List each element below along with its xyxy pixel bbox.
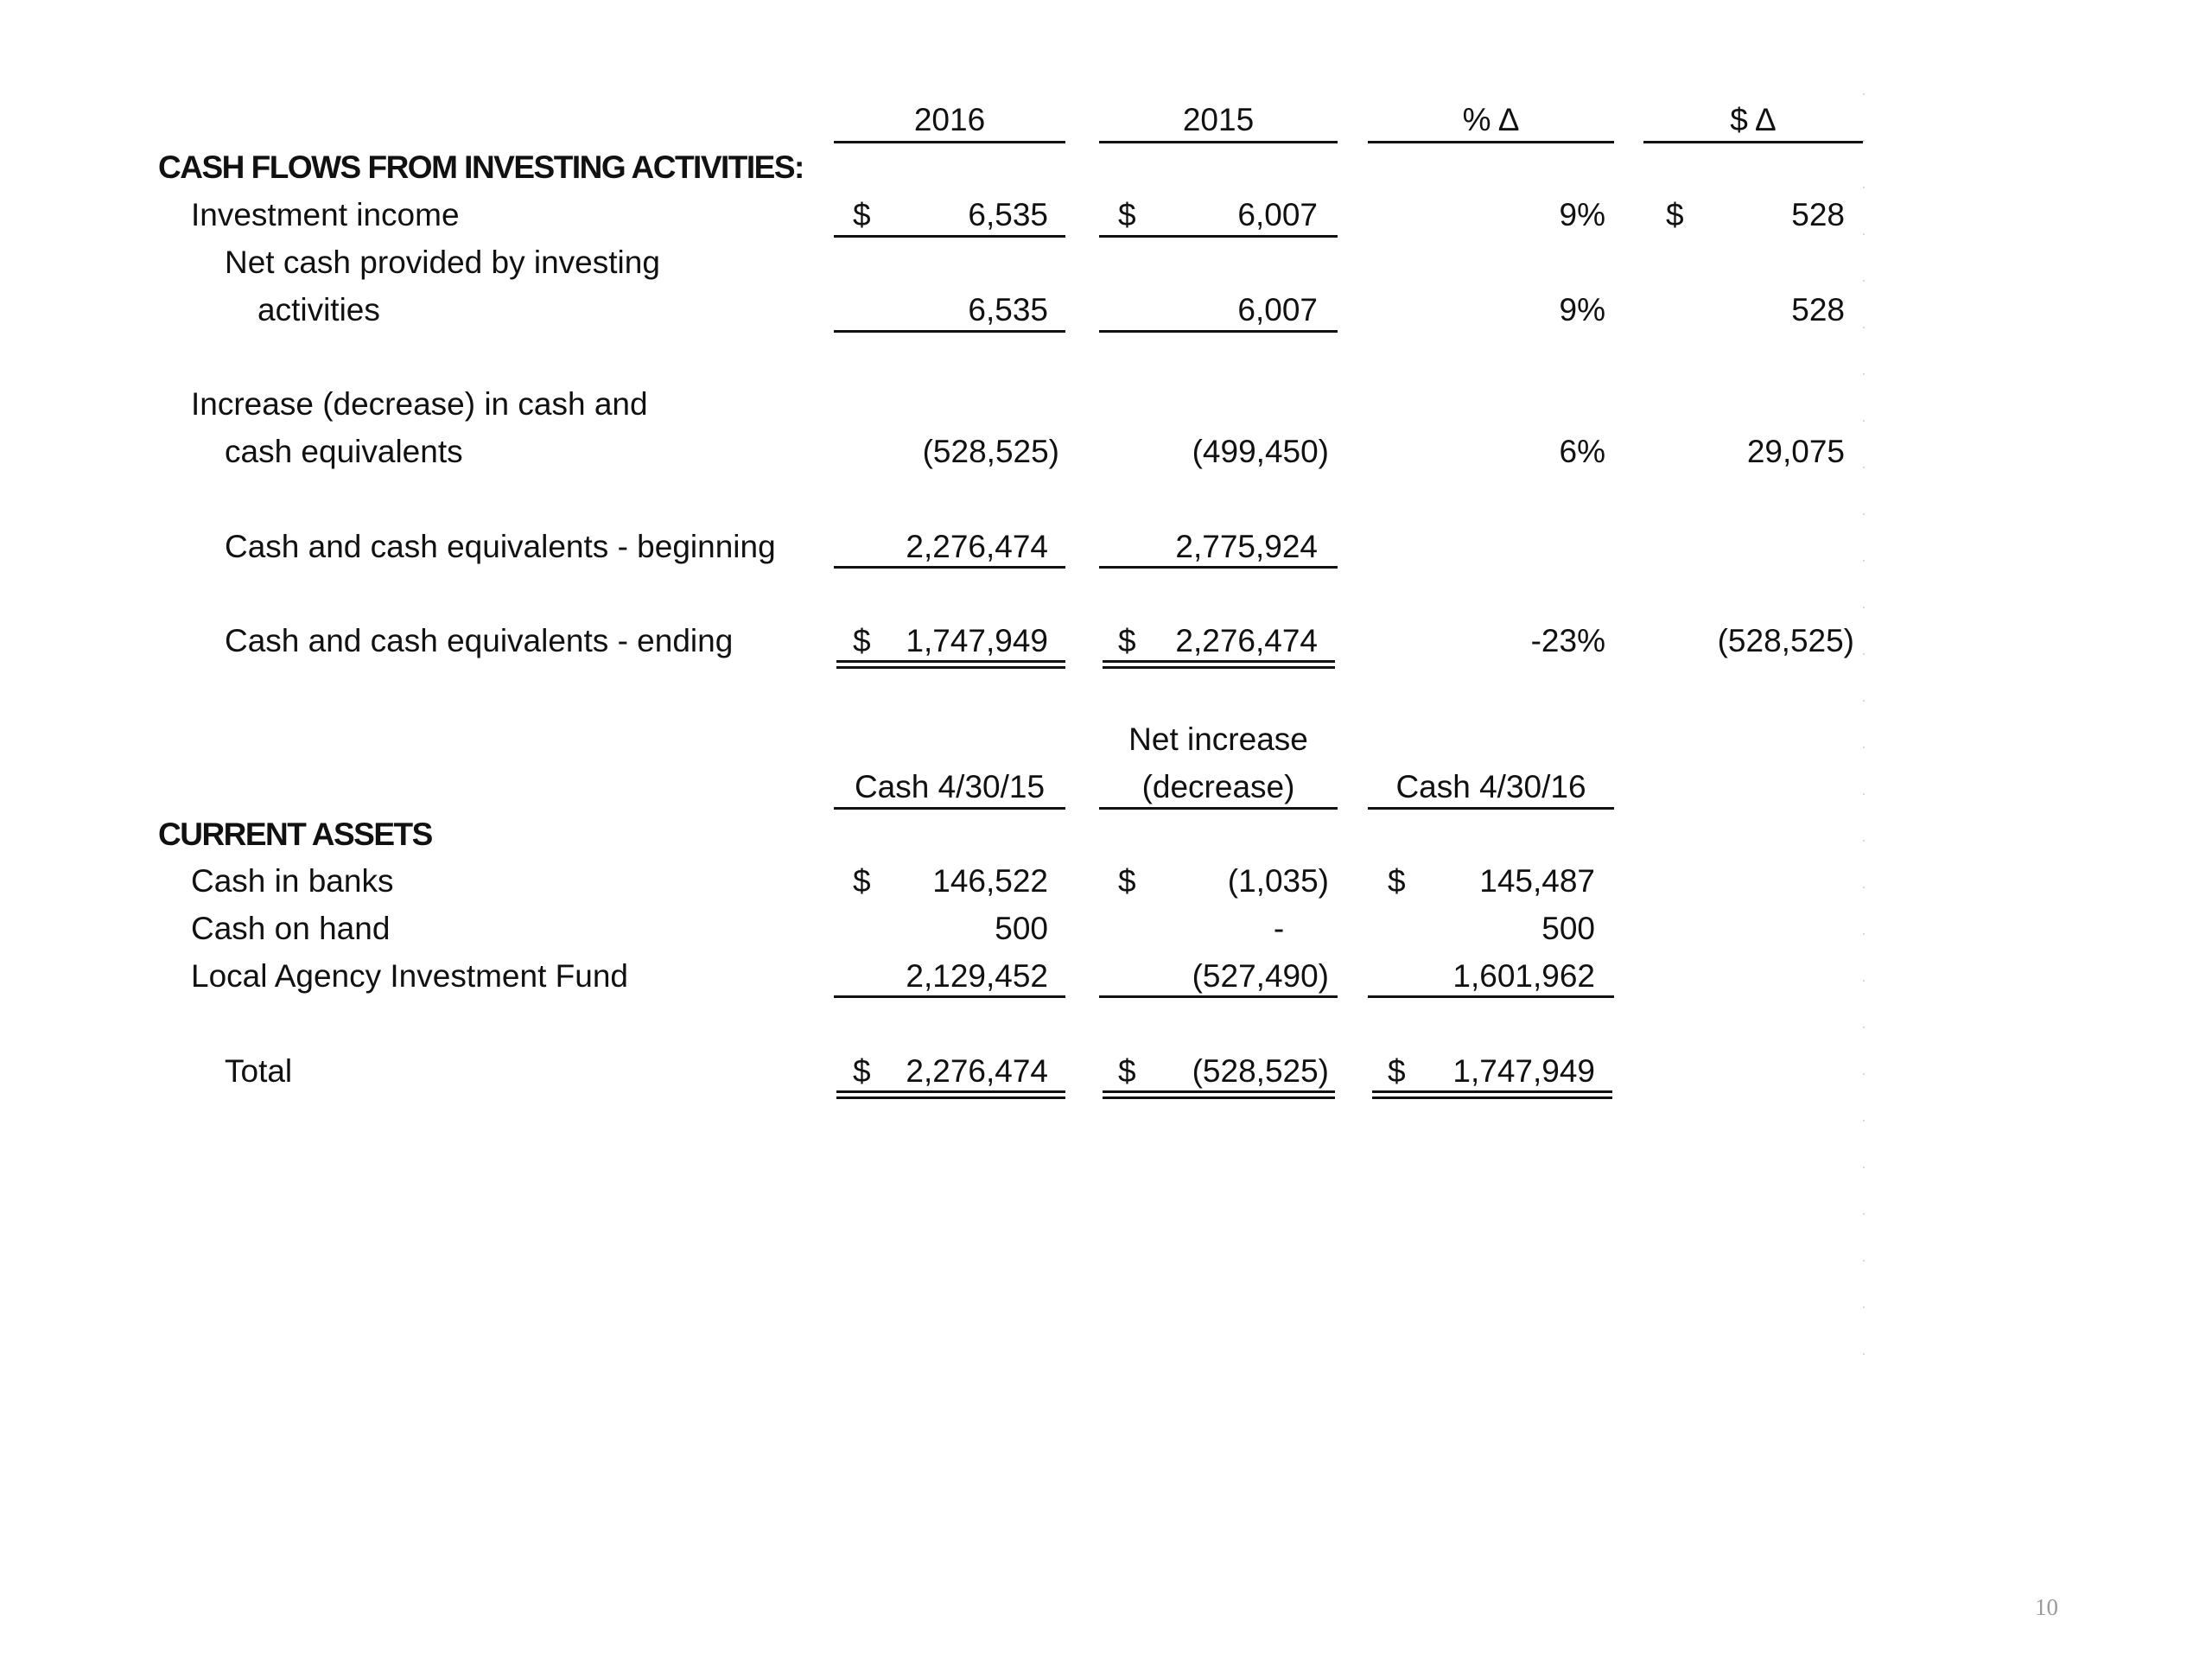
currency-symbol: $ [853,1053,871,1089]
cell-underline [1368,995,1614,998]
cell-underline [1099,330,1338,333]
edge-dot [1863,280,1865,282]
edge-dot [1863,1306,1865,1308]
column-header-cash-2016: Cash 4/30/16 [1395,769,1586,804]
row-label-cash-on-hand: Cash on hand [191,911,391,946]
currency-symbol: $ [1118,1053,1136,1089]
edge-dot [1863,93,1865,95]
column-header-net-increase-line1: Net increase [1128,721,1308,757]
header-underline [834,141,1065,143]
cell-underline [1099,235,1338,238]
edge-dot [1863,467,1865,468]
cell-underline [834,330,1065,333]
cell-value: 6,007 [1237,197,1318,232]
row-label-investment-income: Investment income [191,197,460,232]
header-underline [1368,807,1614,810]
column-header-2015: 2015 [1182,102,1255,137]
column-header-net-increase-line2: (decrease) [1141,769,1295,804]
cell-value: 528 [1791,197,1845,232]
cell-double-underline [836,660,1065,669]
cell-value: 6,007 [1237,292,1318,327]
edge-dot [1863,1073,1865,1075]
cell-value: (1,035) [1227,863,1329,899]
row-label-laif: Local Agency Investment Fund [191,958,628,994]
edge-dot [1863,607,1865,608]
edge-dot [1863,980,1865,982]
currency-symbol: $ [1388,863,1406,899]
cell-value: 29,075 [1746,434,1845,469]
section-heading-investing: CASH FLOWS FROM INVESTING ACTIVITIES: [158,149,804,185]
row-label-total: Total [225,1053,293,1089]
cell-underline [1099,566,1338,569]
row-label-net-cash-line2: activities [257,292,380,327]
cell-value: 1,747,949 [906,623,1048,658]
section-heading-current-assets: CURRENT ASSETS [158,817,432,852]
cell-value: 500 [995,911,1048,946]
currency-symbol: $ [1388,1053,1406,1089]
edge-dot [1863,1166,1865,1168]
header-underline [1368,141,1614,143]
cell-double-underline [1372,1090,1612,1099]
edge-dot [1863,887,1865,888]
edge-dot [1863,560,1865,562]
cell-value: 9% [1559,197,1605,232]
cell-value: 2,276,474 [1175,623,1318,658]
cell-value: 500 [1541,911,1595,946]
edge-dot [1863,700,1865,702]
cell-value: 2,276,474 [906,1053,1048,1089]
header-underline [1099,141,1338,143]
edge-dot [1863,373,1865,375]
row-label-ending: Cash and cash equivalents - ending [225,623,734,658]
cell-underline [834,235,1065,238]
cell-value: 9% [1559,292,1605,327]
page-number: 10 [2035,1594,2058,1620]
header-underline [1099,807,1338,810]
cell-value: 2,775,924 [1175,529,1318,564]
cell-value: 146,522 [932,863,1048,899]
row-label-net-cash-line1: Net cash provided by investing [225,245,660,280]
edge-dot [1863,233,1865,235]
cell-underline [834,995,1065,998]
cell-value: - [1273,911,1285,946]
edge-dot [1863,793,1865,795]
currency-symbol: $ [1118,623,1136,658]
currency-symbol: $ [1118,863,1136,899]
cell-value: 145,487 [1479,863,1595,899]
row-label-increase-line2: cash equivalents [225,434,463,469]
edge-dot [1863,840,1865,842]
cell-double-underline [1103,1090,1335,1099]
cell-value: (499,450) [1192,434,1329,469]
cell-value: 6% [1559,434,1605,469]
cell-value: 528 [1791,292,1845,327]
edge-dot [1863,420,1865,422]
currency-symbol: $ [1666,197,1684,232]
edge-dot [1863,1027,1865,1028]
currency-symbol: $ [853,197,871,232]
cell-value: 6,535 [968,292,1048,327]
header-underline [834,807,1065,810]
cell-value: (528,525) [922,434,1059,469]
currency-symbol: $ [1118,197,1136,232]
row-label-increase-line1: Increase (decrease) in cash and [191,386,648,422]
cell-value: 2,276,474 [906,529,1048,564]
edge-dot [1863,747,1865,748]
row-label-beginning: Cash and cash equivalents - beginning [225,529,776,564]
cell-underline [1099,995,1338,998]
column-header-dollar-change: $ Δ [1730,102,1777,137]
cell-value: -23% [1530,623,1605,658]
edge-dot [1863,1213,1865,1215]
edge-dot [1863,1120,1865,1122]
cell-value: 1,601,962 [1452,958,1595,994]
edge-dot [1863,187,1865,188]
column-header-cash-2015: Cash 4/30/15 [854,769,1046,804]
edge-dot [1863,327,1865,328]
edge-dot [1863,933,1865,935]
currency-symbol: $ [853,863,871,899]
column-header-pct-change: % Δ [1462,102,1520,137]
cell-value: 1,747,949 [1452,1053,1595,1089]
cell-value: 6,535 [968,197,1048,232]
edge-dot [1863,140,1865,142]
cell-double-underline [836,1090,1065,1099]
row-label-cash-in-banks: Cash in banks [191,863,394,899]
cell-value: (528,525) [1192,1053,1329,1089]
cell-value: (528,525) [1717,623,1854,658]
edge-dot [1863,653,1865,655]
cell-value: (527,490) [1192,958,1329,994]
cell-double-underline [1103,660,1335,669]
header-underline [1643,141,1863,143]
column-header-2016: 2016 [913,102,986,137]
currency-symbol: $ [853,623,871,658]
edge-dot [1863,513,1865,515]
edge-dot [1863,1260,1865,1262]
edge-dot [1863,1353,1865,1355]
cell-underline [834,566,1065,569]
cell-value: 2,129,452 [906,958,1048,994]
